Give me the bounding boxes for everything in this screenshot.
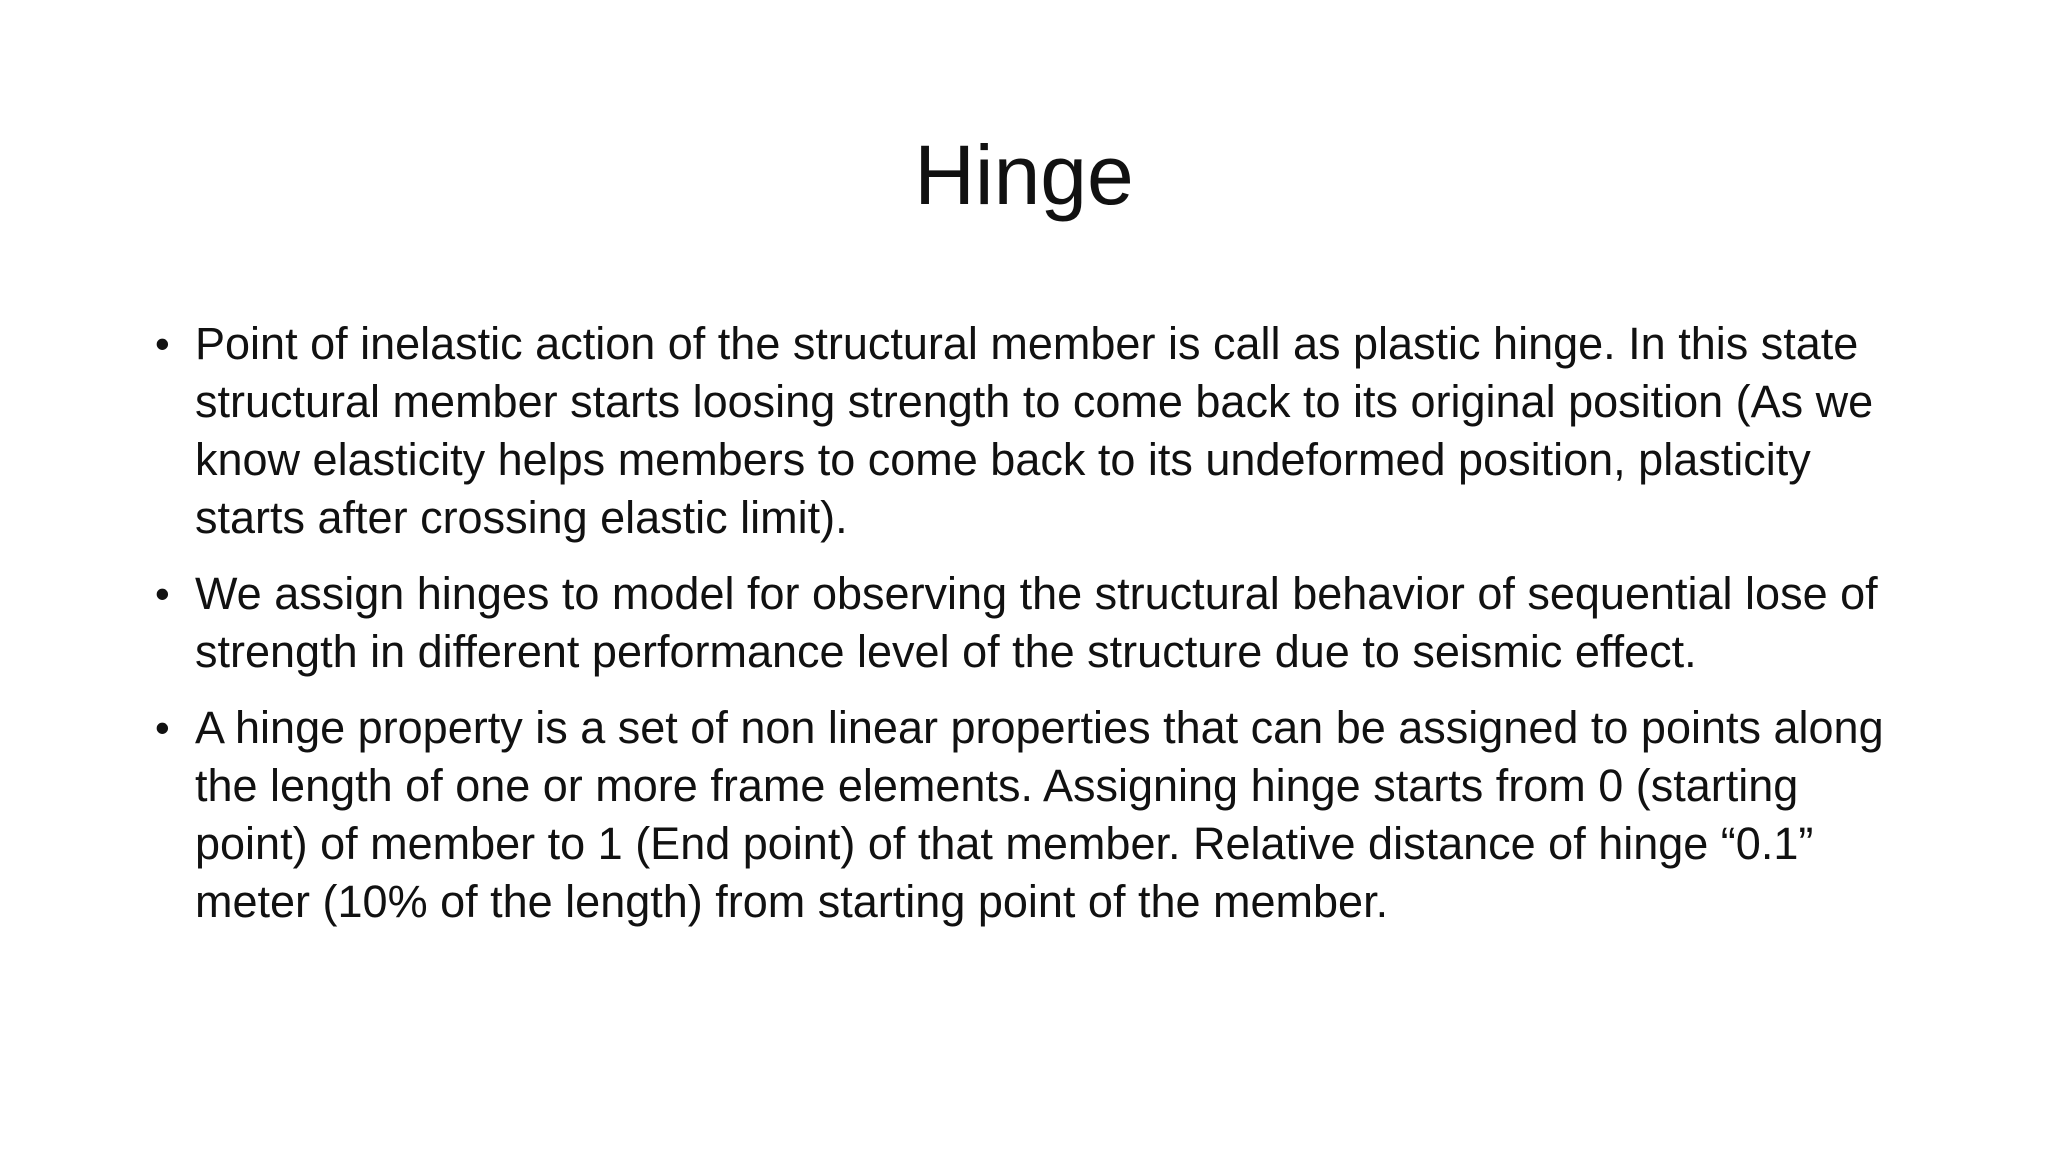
slide-title: Hinge — [914, 128, 1134, 222]
bullet-marker: • — [155, 704, 170, 751]
bullet-text: Point of inelastic action of the structural member is call as plastic hinge. In this state structural member starts loosing strength to come back to its original position (As we know elasticity helps members to come back to its undeformed position, plasticity starts after crossing elastic limit). — [195, 318, 1874, 543]
bullet-marker: • — [155, 570, 170, 617]
bullet-text: We assign hinges to model for observing the structural behavior of sequential lose of strength in different performance level of the structure due to seismic effect. — [195, 568, 1878, 677]
bullet-item — [155, 565, 1915, 681]
bullet-list — [155, 315, 1915, 949]
bullet-text: A hinge property is a set of non linear properties that can be assigned to points along the length of one or more frame elements. Assigning hinge starts from 0 (starting point) of member to 1 (End point) of that member. Relative distance of hinge “0.1” meter (10% of the length) from starting point of the member. — [195, 702, 1884, 927]
bullet-item — [155, 315, 1915, 547]
bullet-marker: • — [155, 320, 170, 367]
bullet-item — [155, 699, 1915, 931]
